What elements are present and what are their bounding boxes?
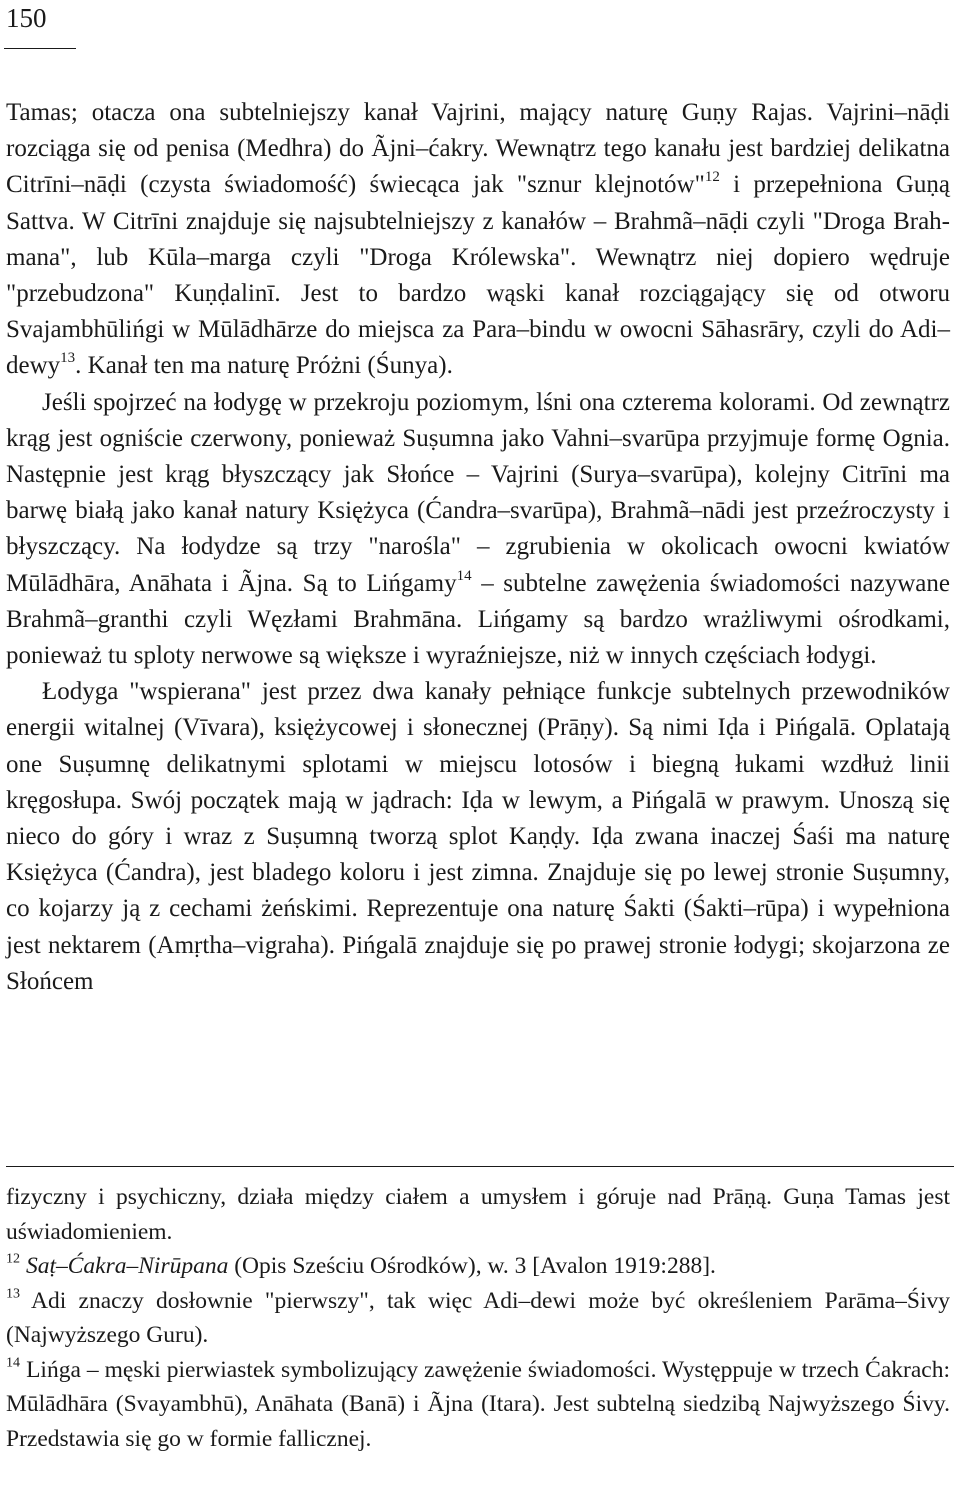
paragraph-2: [6, 385, 950, 675]
footnote-12-number: 12: [6, 1250, 21, 1267]
footnote-14: [6, 1353, 950, 1457]
footnote-continuation: fizyczny i psychiczny, działa między ciałem a umysłem i góruje nad Prāṇą. Guṇa Tamas jest uświadomieniem.: [6, 1184, 950, 1245]
paragraph-3: Łodyga "wspierana" jest przez dwa kanały pełniące funkcje subtelnych przewodników energii witalnej (Vīvara), księżycowej i słonecznej (Prāṇy). Są nimi Iḍa i Pińgalā. Oplatają one Suṣumnę delikatnymi splotami w miejscu lotosów i biegną łukami wzdłuż linii kręgosłupa. Swój początek mają w jądrach: Iḍa w lewym, a Pińgalā w prawym. Unoszą się nieco do góry i wraz z Suṣumną tworzą splot Kaṇḍy. Iḍa zwana inaczej Śaśi ma naturę Księżyca (Ćandra), jest bladego koloru i jest zimna. Znajduje się po lewej stronie Suṣumny, co kojarzy ją z cechami żeńskimi. Reprezentuje ona naturę Śakti (Śakti–rūpa) i wypełniona jest nektarem (Amṛtha–vigraha). Pińgalā znajduje się po prawej stronie łodygi; skojarzona ze Słońcem: [6, 678, 950, 995]
paragraph-1-text-b: i przepełniona Guṇą Sattva. W Citrīni znajduje się najsubtelniejszy z kanałów – Brahmã–nāḍi czyli "Droga Brahmana", lub Kūla–marga czyli "Droga Królewska". Wewnątrz niej dopiero wędruje "przebudzona" Kuṇḍalinī. Jest to bardzo wąski kanał rozciągający się od otworu Svajambhūlińgi w Mūlādhārze do miejsca za Para–bindu w owocni Sāhasrāry, czyli do Adi–dewy: [6, 171, 950, 380]
footnote-14-number: 14: [6, 1353, 21, 1370]
paragraph-2-text-b: – subtelne zawężenia świadomości nazywane Brahmã–granthi czyli Węzłami Brahmāna. Lińgamy są bardzo wrażliwymi ośrodkami, ponieważ tu sploty nerwowe są większe i wyraźniejsze, niż w innych częściach łodygi.: [6, 569, 950, 670]
footnote-12-title: Saṭ–Ćakra–Nirūpana: [25, 1253, 229, 1279]
body-text: [6, 95, 950, 1000]
paragraph-2-text-a: Jeśli spojrzeć na łodygę w przekroju poziomym, lśni ona czterema kolorami. Od zewnątrz krąg jest ogniście czerwony, ponieważ Suṣumna jako Vahni–svarūpa przyjmuje formę Ognia. Następnie jest krąg błyszczący jak Słońce – Vajrini (Surya–svarūpa), kolejny Citrīni ma barwę białą jako kanał natury Księżyca (Ćandra–svarūpa), Brahmã–nādi jest przeźroczysty i błyszczący. Na łodydze są trzy "narośla" – zgrubienia w okolicach owocni kwiatów Mūlādhāra, Anāhata i Ãjna. Są to Lińgamy: [6, 388, 950, 597]
footnote-13-text: Adi znaczy dosłownie "pierwszy", tak więc Adi–dewi może być określeniem Parāma–Śivy (Najwyższego Guru).: [6, 1287, 950, 1348]
paragraph-1-text-a: Tamas; otacza ona subtelniejszy kanał Vajrini, mający naturę Guṇy Rajas. Vajrini–nāḍi rozciąga się od penisa (Medhra) do Ãjni–ćakry. Wewnątrz tego kanału jest bardziej delikatna Citrīni–nāḍi (czysta świadomość) świecąca jak "sznur klejnotów": [6, 99, 950, 199]
paragraph-1: [6, 95, 950, 385]
footnote-ref-13[interactable]: 13: [60, 350, 76, 367]
page-number: 150: [6, 3, 47, 33]
footnote-13: [6, 1284, 950, 1353]
footnote-14-text: Lińga – męski pierwiastek symbolizujący zawężenie świadomości. Występpuje w trzech Ćakrach: Mūlādhāra (Svayambhū), Anāhata (Banā) i Ãjna (Itara). Jest subtelną siedzibą Najwyższego Śivy. Przedstawia się go w formie fallicznej.: [6, 1356, 950, 1452]
footnote-13-number: 13: [6, 1284, 21, 1301]
footnotes: [6, 1180, 950, 1456]
footnote-ref-12[interactable]: 12: [704, 169, 720, 186]
footnote-12: [6, 1249, 950, 1284]
footnote-ref-14[interactable]: 14: [456, 567, 472, 584]
footnote-12-text: (Opis Sześciu Ośrodków), w. 3 [Avalon 1919:288].: [228, 1253, 716, 1279]
paragraph-1-text-c: . Kanał ten ma naturę Próżni (Śunya).: [75, 352, 453, 380]
header-rule: [4, 48, 76, 49]
footnote-rule: [6, 1166, 954, 1167]
